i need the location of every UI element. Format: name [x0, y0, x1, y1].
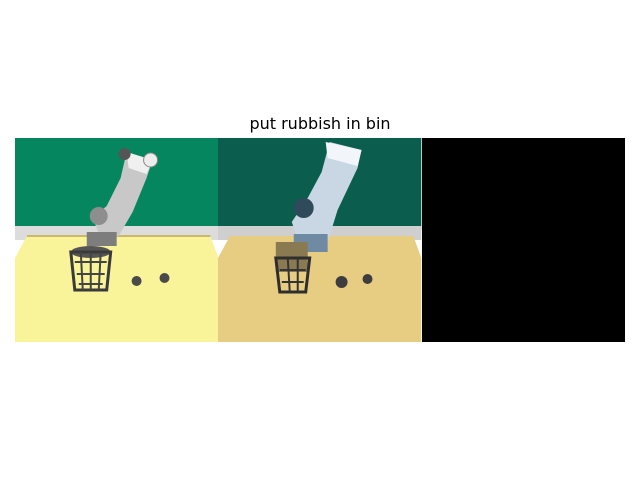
rubbish-ball	[160, 273, 170, 283]
image-strip	[15, 138, 625, 342]
simulation-frame-image	[15, 138, 218, 342]
rubbish-ball	[363, 274, 373, 284]
robot-joint	[90, 207, 108, 225]
rubbish-ball	[336, 276, 348, 288]
figure-title: put rubbish in bin	[249, 114, 391, 133]
rubbish-ball	[132, 276, 142, 286]
generated-frame-image	[218, 138, 421, 342]
empty-frame-panel	[422, 138, 625, 342]
generated-frame-panel	[218, 138, 421, 342]
robot-joint	[294, 198, 314, 218]
simulation-frame-panel	[15, 138, 218, 342]
table-surface	[15, 236, 218, 342]
